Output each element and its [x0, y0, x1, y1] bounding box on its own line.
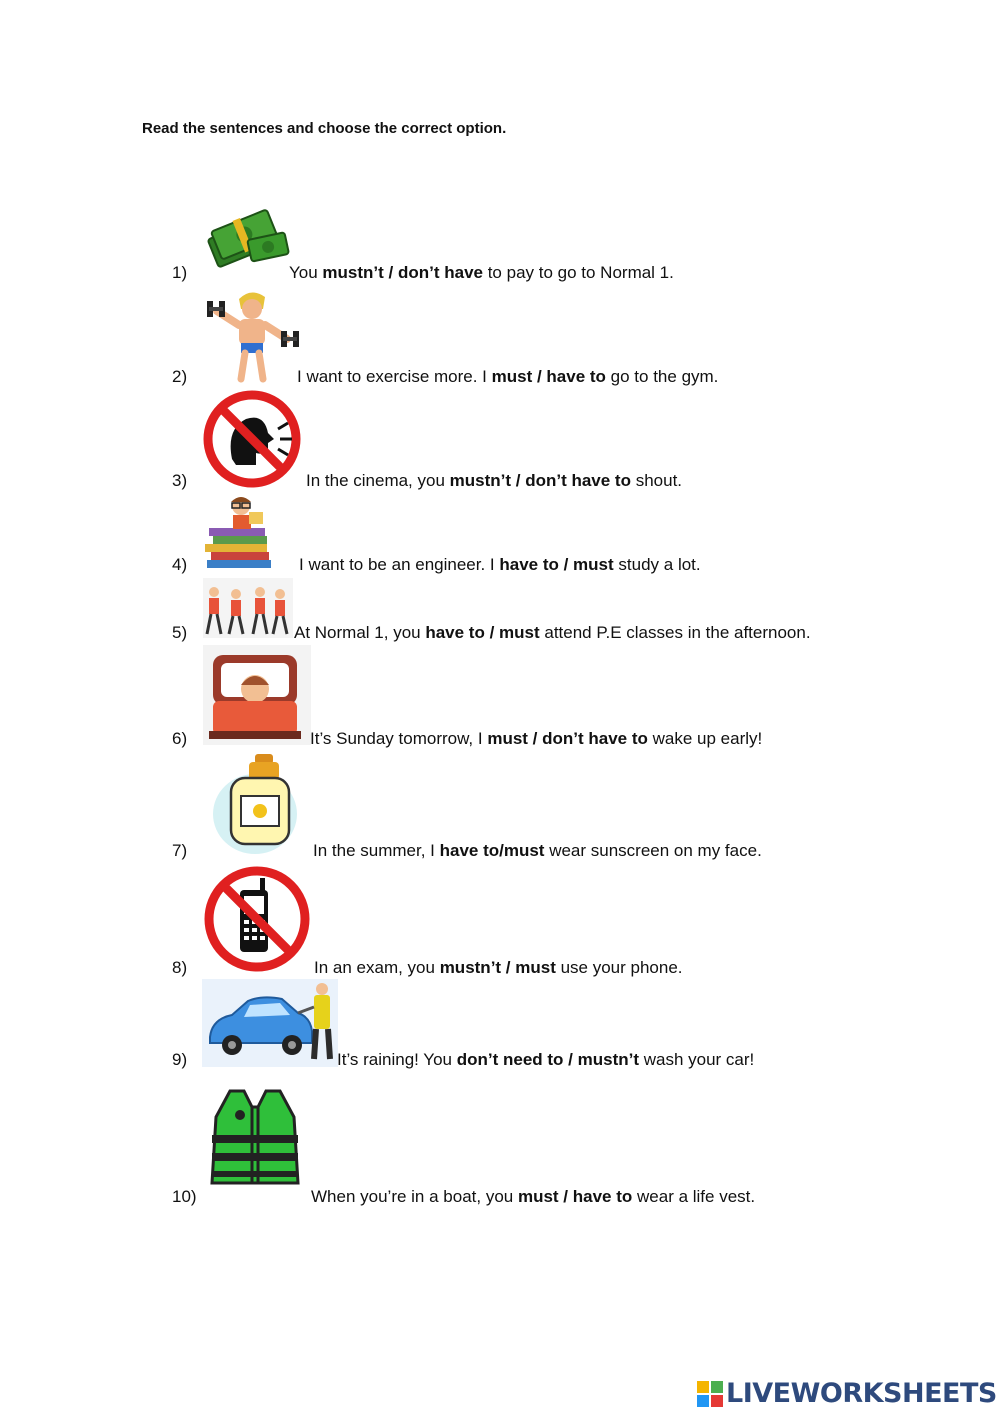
answer-options[interactable]: mustn’t / don’t have	[322, 263, 483, 282]
item-number: 3)	[172, 471, 188, 490]
instruction-heading: Read the sentences and choose the correct option.	[142, 120, 507, 137]
sentence-1: You mustn’t / don’t have to pay to go to Normal 1.	[289, 263, 674, 282]
answer-options[interactable]: must / have to	[517, 1187, 633, 1206]
student-books-icon	[203, 494, 299, 572]
item-number: 9)	[172, 1050, 188, 1069]
item-number: 4)	[172, 555, 188, 574]
no-phone-icon	[202, 864, 312, 974]
sunscreen-bottle-icon	[205, 750, 309, 858]
brand-name: LIVEWORKSHEETS	[726, 1378, 997, 1409]
item-number: 2)	[172, 367, 188, 386]
item-number: 10)	[172, 1187, 197, 1206]
sentence-5: At Normal 1, you have to / must attend P.E classes in the afternoon.	[294, 623, 811, 642]
sentence-7: In the summer, I have to/must wear sunscreen on my face.	[313, 841, 762, 860]
answer-options[interactable]: must / have to	[491, 367, 606, 386]
answer-options[interactable]: must / don’t have to	[487, 729, 648, 748]
answer-options[interactable]: have to / must	[499, 555, 614, 574]
sentence-3: In the cinema, you mustn’t / don’t have to shout.	[306, 471, 683, 490]
item-number: 6)	[172, 729, 188, 748]
item-number: 5)	[172, 623, 188, 642]
sentence-6: It’s Sunday tomorrow, I must / don’t have to wake up early!	[310, 729, 763, 748]
answer-options[interactable]: mustn’t / don’t have to	[449, 471, 631, 490]
item-number: 1)	[172, 263, 188, 282]
weightlifter-icon	[203, 287, 299, 385]
answer-options[interactable]: mustn’t / must	[439, 958, 556, 977]
money-icon	[203, 203, 291, 273]
item-number: 7)	[172, 841, 188, 860]
answer-options[interactable]: don’t need to / mustn’t	[456, 1050, 639, 1069]
answer-options[interactable]: have to / must	[425, 623, 540, 642]
liveworksheets-logo	[697, 1378, 997, 1410]
life-vest-icon	[206, 1087, 304, 1189]
sentence-4: I want to be an engineer. I have to / must study a lot.	[299, 555, 701, 574]
pe-class-icon	[203, 578, 293, 638]
no-shouting-icon	[202, 389, 302, 489]
sentence-10: When you’re in a boat, you must / have to wear a life vest.	[311, 1187, 756, 1206]
sentence-9: It’s raining! You don’t need to / mustn’t wash your car!	[337, 1050, 755, 1069]
sentence-8: In an exam, you mustn’t / must use your phone.	[314, 958, 683, 977]
sentence-2: I want to exercise more. I must / have to go to the gym.	[297, 367, 719, 386]
brand-grid-icon	[697, 1381, 723, 1407]
item-number: 8)	[172, 958, 188, 977]
answer-options[interactable]: have to/must	[439, 841, 545, 860]
car-wash-icon	[202, 979, 338, 1067]
sleeping-in-bed-icon	[203, 645, 311, 745]
